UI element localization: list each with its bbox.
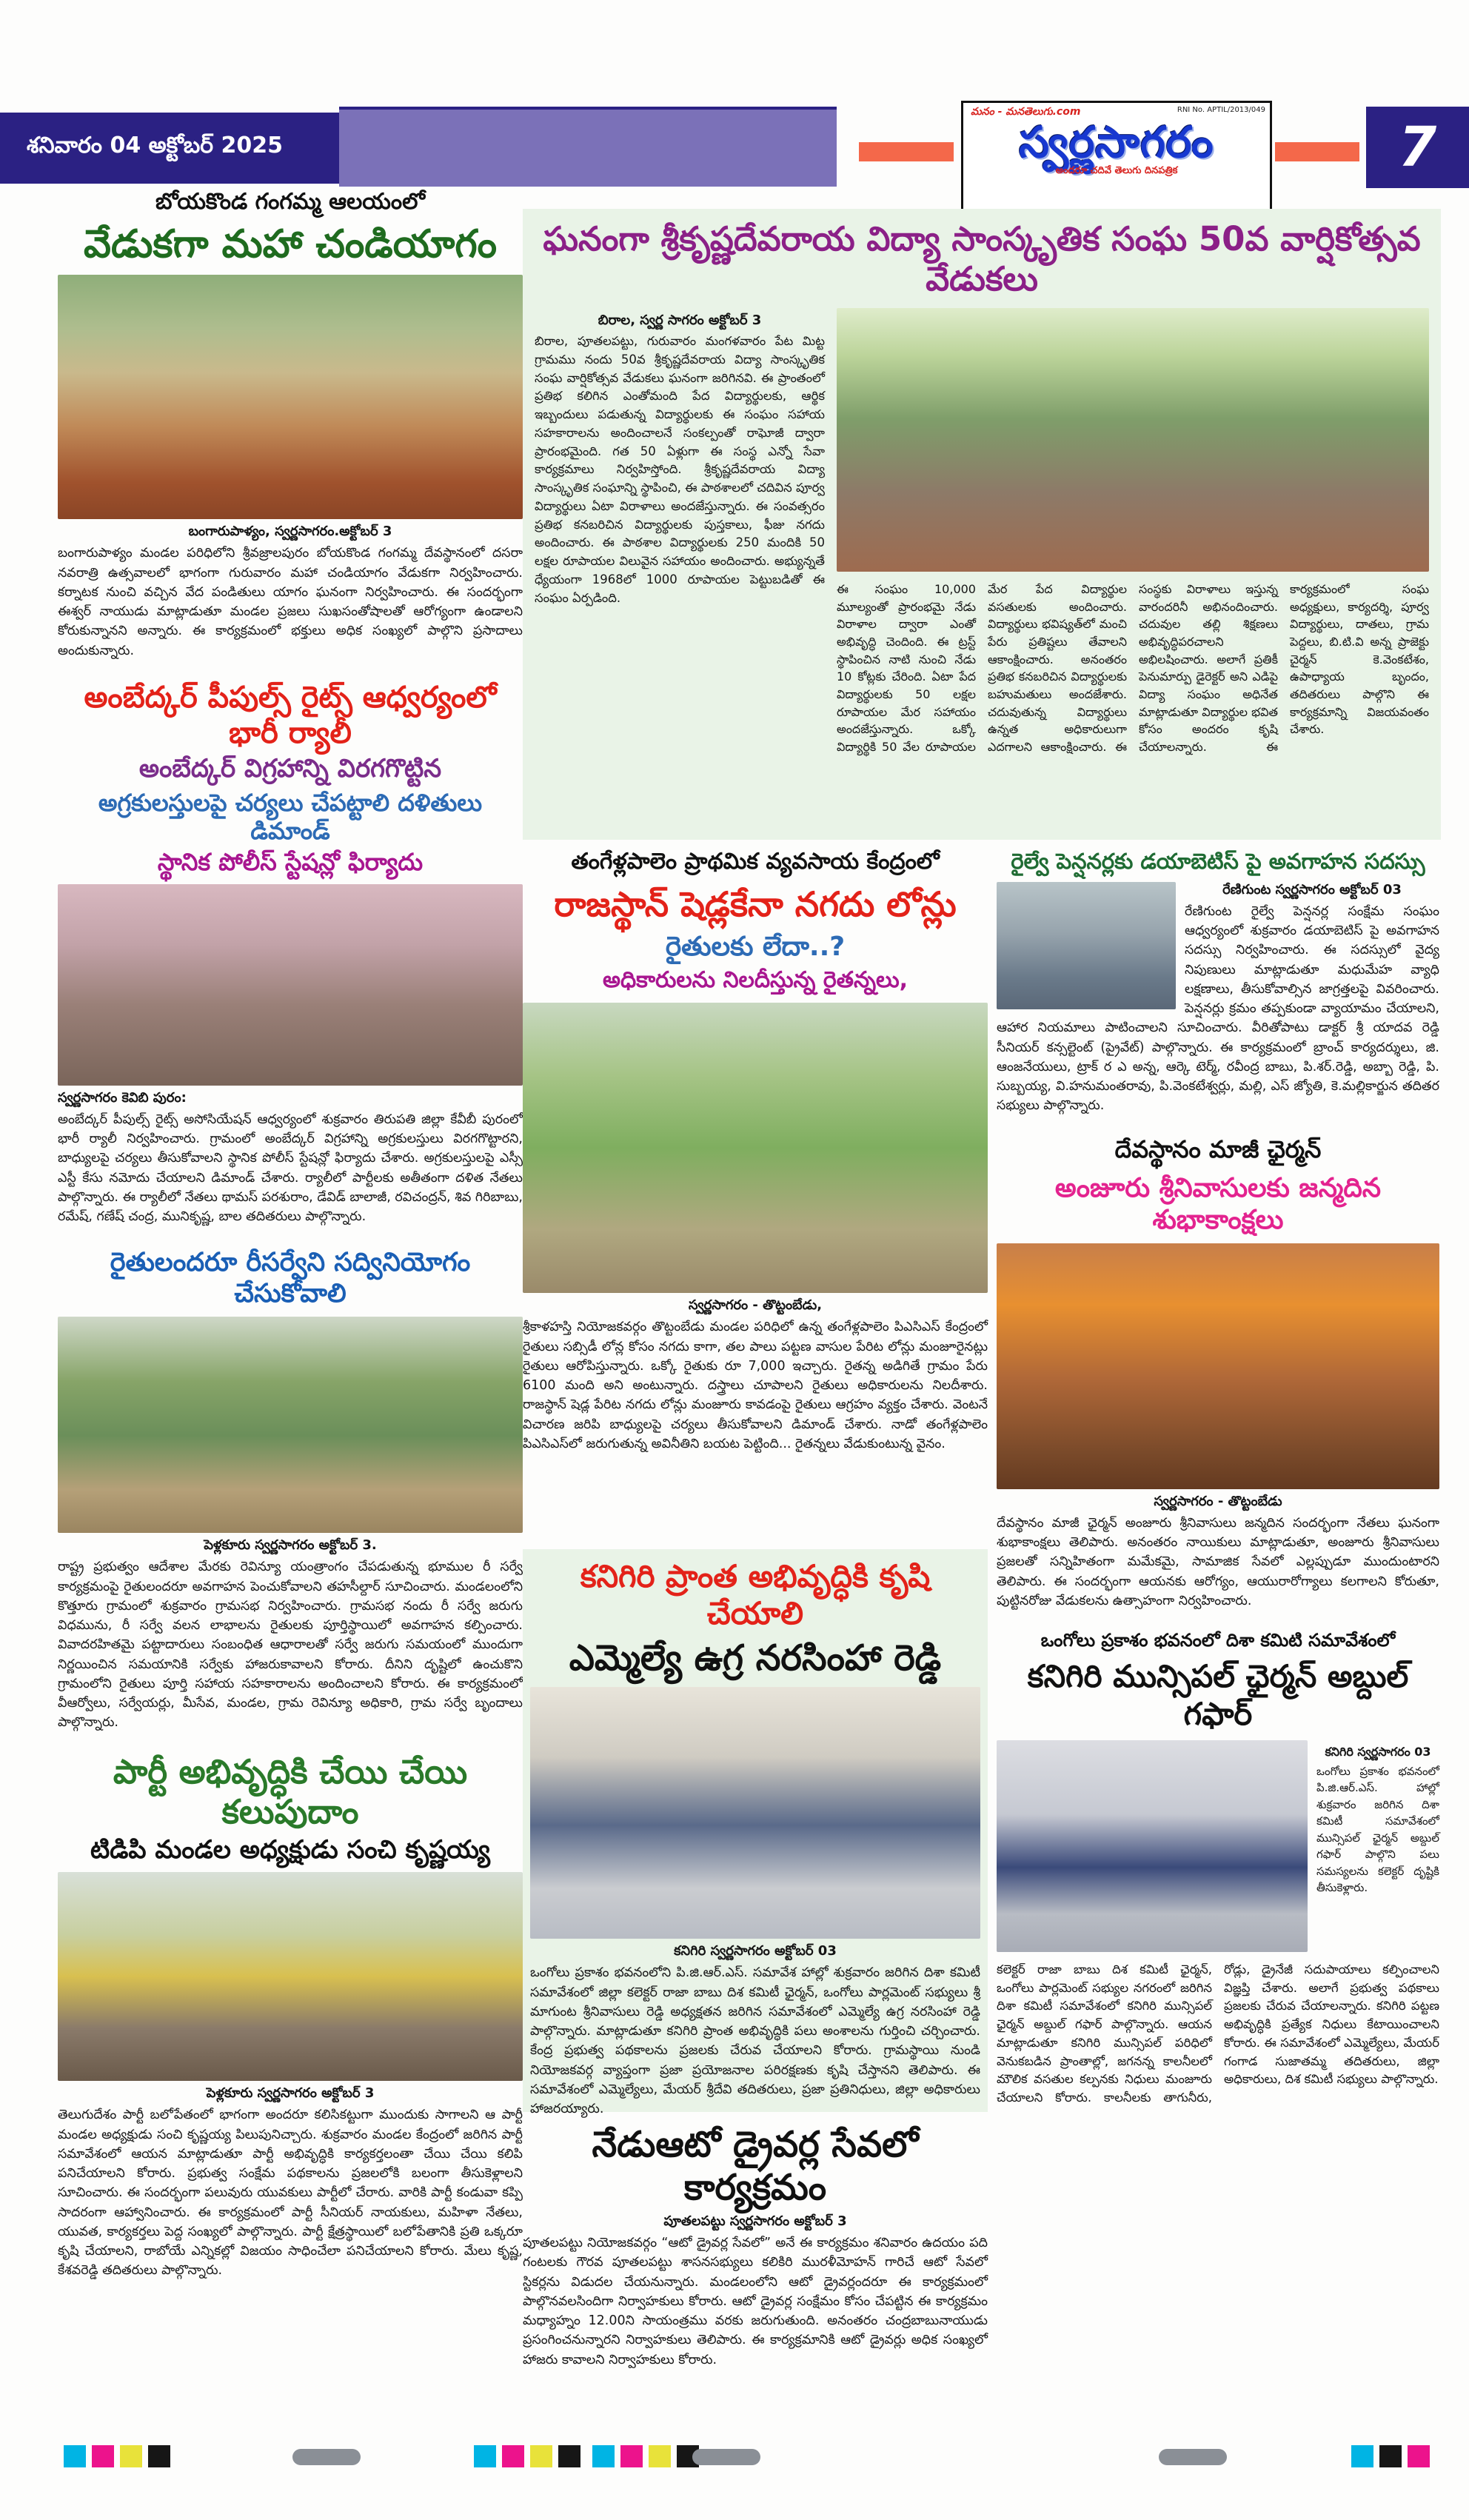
article-body: రేణిగుంట రైల్వే పెన్షనర్ల సంక్షేమ సంఘం ఆధ్వర్యంలో శుక్రవారం డయాబెటిస్ పై అవగాహన సదస్సు నిర్వహించారు. ఈ సదస్సులో వైద్య నిపుణులు మాట్లాడుతూ మధుమేహ వ్యాధి లక్షణాలు, తీసుకోవాల్సిన జాగ్రత్తలపై వివరించారు. పెన్షనర్లు క్రమం తప్పకుండా వ్యాయామం చేయాలని, ఆహార నియమాలు పాటించాలని సూచించారు. వీరితోపాటు డాక్టర్ శ్రీ యాదవ రెడ్డి సీనియర్ కన్సల్టెంట్ (ప్రైవేట్) పాల్గొన్నారు. ఈ కార్యక్రమంలో బ్రాంచ్ కార్యదర్శులు, జి. ఆంజనేయులు, ట్రాక్ ర ఎ అన్న, ఆర్కె టెర్మ్, రవీంద్ర బాబు, పి.శర్.రెడ్డి, అబ్బా రెడ్డి, పి. సుబ్బయ్య, వి.హనుమంతరావు, పి.వెంకటేశ్వర్లు, మల్లి, ఎస్ జ్యోతి, కె.మల్లికార్జున తదితర సభ్యులు పాల్గొన్నారు. bbox=[997, 903, 1439, 1114]
photo-tdp-meeting bbox=[58, 1872, 523, 2081]
dateline: బిరాల, స్వర్ణ సాగరం అక్టోబర్ 3 bbox=[598, 313, 762, 328]
article-resurvey bbox=[58, 1247, 523, 1732]
article-tdp bbox=[58, 1752, 523, 2281]
dateline: స్వర్ణసాగరం - తొట్టంబేడు, bbox=[688, 1297, 823, 1314]
dateline: పెళ్లకూరు స్వర్ణసాగరం అక్టోబర్ 3 bbox=[206, 2085, 375, 2102]
masthead-bar bbox=[0, 106, 1469, 184]
article-auto-drivers bbox=[523, 2124, 988, 2370]
page-number: 7 bbox=[1366, 107, 1469, 188]
article-kicker: ఒంగోలు ప్రకాశం భవనంలో దిశా కమిటి సమావేశంలో bbox=[1040, 1630, 1396, 1651]
masthead-title: స్వర్ణసాగరం bbox=[1019, 117, 1214, 167]
dateline: పెళ్లకూరు స్వర్ణసాగరం అక్టోబర్ 3. bbox=[204, 1537, 377, 1554]
article-body: దేవస్థానం మాజీ ఛైర్మన్ అంజూరు శ్రీనివాసులు జన్మదిన సందర్భంగా నేతలు ఘనంగా శుభాకాంక్షలు తెలిపారు. అనంతరం నాయికులు మాట్లాడుతూ, అంజూరు శ్రీనివాసులు ప్రజలతో సన్నిహితంగా మమేకమై, సామాజిక సేవలో ఎల్లప్పుడూ ముందుంటారని తెలిపారు. ఈ సందర్భంగా ఆయనకు ఆరోగ్యం, ఆయురారోగ్యాలు కలగాలని కోరుతూ, పుట్టినరోజు వేడుకలను ఉత్సాహంగా నిర్వహించారు. bbox=[997, 1515, 1439, 1608]
photo-resurvey-meeting bbox=[58, 1317, 523, 1533]
article-subhead: అగ్రకులస్తులపై చర్యలు చేపట్టాలి దళితులు డిమాండ్ bbox=[98, 788, 483, 846]
article-body: శ్రీకాళహస్తి నియోజకవర్గం తొట్టంబేడు మండల పరిధిలో ఉన్న తంగేళ్లపాలెం పిఎసిఎస్ కేంద్రంలో రైతులు సబ్సిడీ లోన్ల కోసం నగదు కాగా, తల పాలు పట్టణ వాసుల పేరిట లోన్లు మంజూరైనట్లు రైతులు ఆరోపిస్తున్నారు. ఒక్కో రైతుకు రూ 7,000 ఇచ్చారు. రైతన్న అడిగితే గ్రామం పేరు 6100 మంది అని అంటున్నారు. దస్త్రాలు చూపాలని రైతులు అధికారులను నిలదీశారు. రాజస్థాన్ షెడ్ల పేరిట నగదు లోన్లు మంజూరు కావడంపై రైతులు ఆగ్రహం వ్యక్తం చేశారు. వెంటనే విచారణ జరిపి బాధ్యులపై చర్యలు తీసుకోవాలని డిమాండ్ చేశారు. నాడో తంగేళ్లపాలెం పిఎసిఎస్‌లో జరుగుతున్న అవినీతిని బయట పెట్టింది... రైతన్నలు వేడుకుంటున్న వైనం. bbox=[523, 1320, 988, 1451]
left-column bbox=[58, 189, 523, 2281]
article-chandiyagam bbox=[58, 189, 523, 661]
article-headline: కనిగిరి మున్సిపల్ ఛైర్మన్ అబ్దుల్ గఫార్ bbox=[1027, 1658, 1409, 1732]
gray-mark bbox=[1159, 2449, 1227, 2465]
article-agri-loans bbox=[523, 849, 988, 1454]
article-municipal-chairman bbox=[997, 1630, 1439, 2108]
article-headline: పార్టీ అభివృద్ధికి చేయి చేయి కలుపుదాం bbox=[113, 1751, 468, 1831]
article-anniversary bbox=[523, 209, 1441, 840]
article-rally bbox=[58, 680, 523, 1226]
article-subhead: టిడిపి మండల అధ్యక్షుడు సంచి కృష్ణయ్య bbox=[90, 1834, 491, 1865]
article-headline: నేడుఆటో డ్రైవర్ల సేవలో కార్యక్రమం bbox=[592, 2124, 919, 2208]
article-body: పూతలపట్టు నియోజకవర్గం “ఆటో డ్రైవర్ల సేవలో” అనే ఈ కార్యక్రమం శనివారం ఉదయం పది గంటలకు గౌరవ పూతలపట్టు శాసనసభ్యులు కలికిరి మురళీమోహన్ గారిచే ఆటో సేవలో స్టికర్లను విడుదల చేయనున్నారు. మండలంలోని ఆటో డ్రైవర్లందరూ ఈ కార్యక్రమంలో పాల్గొనవలసిందిగా నిర్వాహకులు కోరారు. ఆటో డ్రైవర్ల సంక్షేమం కోసం చేపట్టిన ఈ కార్యక్రమం మధ్యాహ్నం 12.00ని సాయంత్రము వరకు జరుగుతుంది. అనంతరం చంద్రబాబునాయుడు ప్రసంగించనున్నారని నిర్వాహకులు తెలిపారు. ఈ కార్యక్రమానికి ఆటో డ్రైవర్లు అధిక సంఖ్యలో హాజరు కావాలని నిర్వాహకులు కోరారు. bbox=[523, 2236, 988, 2367]
photo-municipal-meeting bbox=[997, 1740, 1308, 1952]
article-body: ఒంగోలు ప్రకాశం భవనంలో పి.జి.ఆర్.ఎస్. హాల్లో శుక్రవారం జరిగిన దిశా కమిటీ సమావేశంలో మున్సిపల్ ఛైర్మన్ అబ్దుల్ గఫార్ పాల్గొని పలు సమస్యలను కలెక్టర్ దృష్టికి తీసుకెళ్లారు. bbox=[1316, 1764, 1439, 1895]
photo-disha-meeting bbox=[530, 1687, 980, 1939]
article-headline: అంబేద్కర్ పీపుల్స్ రైట్స్ ఆధ్వర్యంలో భారీ ర్యాలీ bbox=[84, 680, 497, 750]
article-headline: ఎమ్మెల్యే ఉగ్ర నరసింహా రెడ్డి bbox=[569, 1637, 942, 1679]
color-bar bbox=[474, 2445, 580, 2467]
article-kanigiri-development bbox=[523, 1549, 988, 2117]
masthead bbox=[961, 101, 1272, 227]
article-headline: రైతులందరూ రీసర్వేని సద్వినియోగం చేసుకోవాలి bbox=[110, 1248, 471, 1309]
photo-agri-office bbox=[523, 1003, 988, 1293]
masthead-tagline-bottom: అందరూ చదివే తెలుగు దినపత్రిక bbox=[1055, 164, 1178, 176]
article-subhead: స్థానిక పోలీస్ స్టేషన్లో ఫిర్యాదు bbox=[157, 848, 424, 877]
article-body: రాష్ట్ర ప్రభుత్వం ఆదేశాల మేరకు రెవిన్యూ యంత్రాంగం చేపడుతున్న భూముల రీ సర్వే కార్యక్రమంపై రైతులందరూ అవగాహన పెంచుకోవాలని తహసీల్దార్ సూచించారు. మండలంలోని కొత్తూరు గ్రామంలో శుక్రవారం గ్రామసభ నిర్వహించారు. గ్రామసభ నందు రీ సర్వే జరుగు విధమును, రీ సర్వే వలన లాభాలను రైతులకు పూర్తిస్థాయిలో అవగాహన కల్పించారు. వివాదరహితమై పట్టాదారులు సంబంధిత ఆధారాలతో సర్వే జరుగు సమయంలో ముందుగా నిర్ణయించిన సమయానికి సర్వేకు హాజరుకావాలని కోరారు. దీనిని దృష్టిలో ఉంచుకొని గ్రామంలోని రైతులు పూర్తి సహాయ సహకారాలను అందించాలని కోరారు. ఈ కార్యక్రమంలో వీఆర్వోలు, సర్వేయర్లు, మీసేవ, మండల, గ్రామ రెవిన్యూ అధికారి, గ్రామ సర్వే బృందాలు పాల్గొన్నారు. bbox=[58, 1560, 523, 1731]
article-headline: కనిగిరి ప్రాంత అభివృద్ధికి కృషి చేయాలి bbox=[580, 1558, 931, 1632]
masthead-tagline-top: మనం - మనతెలుగు.com bbox=[971, 106, 1081, 118]
dateline: బంగారుపాళ్యం, స్వర్ణసాగరం.అక్టోబర్ 3 bbox=[188, 524, 392, 540]
issue-date: శనివారం 04 అక్టోబర్ 2025 bbox=[0, 113, 339, 184]
masthead-rni: RNI No. APTIL/2013/049 bbox=[1177, 106, 1265, 114]
photo-anniversary-stage bbox=[837, 308, 1429, 572]
photo-chandiyagam-ritual bbox=[58, 275, 523, 519]
article-kicker: తంగేళ్లపాలెం ప్రాథమిక వ్యవసాయ కేంద్రంలో bbox=[571, 849, 940, 875]
color-bar bbox=[1351, 2445, 1430, 2467]
gray-mark bbox=[692, 2449, 760, 2465]
color-bar bbox=[592, 2445, 699, 2467]
article-headline: రాజస్థాన్ షెడ్లకేనా నగదు లోన్లు bbox=[554, 884, 957, 924]
dateline: స్వర్ణసాగరం కెవిబి పురం: bbox=[58, 1089, 187, 1106]
article-headline: రైల్వే పెన్షనర్లకు డయాబెటిస్ పై అవగాహన సదస్సు bbox=[1011, 849, 1425, 874]
article-subhead: రైతులకు లేదా..? bbox=[665, 932, 846, 963]
article-body: అంబేద్కర్ పీపుల్స్ రైట్స్ అసోసియేషన్ ఆధ్వర్యంలో శుక్రవారం తిరుపతి జిల్లా కేవీబీ పురంలో భారీ ర్యాలీ నిర్వహించారు. గ్రామంలో అంబేద్కర్ విగ్రహాన్ని అగ్రకులస్తులు విరగగొట్టారని, బాధ్యులపై చర్యలు తీసుకోవాలని స్థానిక పోలీస్ స్టేషన్లో ఫిర్యాదు చేశారు. అగ్రకులస్తులపై ఎస్సీ ఎస్టీ కేసు నమోదు చేయాలని డిమాండ్ చేశారు. ర్యాలీలో పార్టీలకు అతీతంగా దళిత నేతలు పాల్గొన్నారు. ఈ ర్యాలీలో నేతలు థామస్ పరశురాం, డేవిడ్ బాలాజీ, రవిచంద్రన్, శివ గిరిబాబు, రమేష్, గణేష్ చంద్ర, మునికృష్ణ, బాల తదితరులు పాల్గొన్నారు. bbox=[58, 1112, 523, 1225]
dateline: కనిగిరి స్వర్ణసాగరం అక్టోబర్ 03 bbox=[674, 1943, 837, 1959]
article-body: కలెక్టర్ రాజా బాబు దిశ కమిటీ ఛైర్మన్, ఒంగోలు పార్లమెంట్ సభ్యుల నగరంలో జరిగిన దిశా కమిటీ సమావేశంలో కనిగిరి మున్సిపల్ ఛైర్మన్ అబ్దుల్ గఫార్ పాల్గొన్నారు. ఆయన మాట్లాడుతూ కనిగిరి మున్సిపల్ పరిధిలో వెనుకబడిన ప్రాంతాల్లో, జగనన్న కాలనీలలో మౌలిక వసతుల కల్పనకు నిధులు మంజూరు చేయాలని కోరారు. కాలనీలకు తాగునీరు, రోడ్లు, డ్రైనేజీ సదుపాయాలు కల్పించాలని విజ్ఞప్తి చేశారు. అలాగే ప్రభుత్వ పథకాలు ప్రజలకు చేరువ చేయాలన్నారు. కనిగిరి పట్టణ అభివృద్ధికి ప్రత్యేక నిధులు కేటాయించాలని కోరారు. ఈ సమావేశంలో ఎమ్మెల్యేలు, మేయర్ గంగాడ సుజాతమ్మ తదితరులు, జిల్లా అధికారులు, దిశ కమిటీ సభ్యులు పాల్గొన్నారు. bbox=[997, 1962, 1439, 2105]
article-body: తెలుగుదేశం పార్టీ బలోపేతంలో భాగంగా అందరూ కలిసికట్టుగా ముందుకు సాగాలని ఆ పార్టీ మండల అధ్యక్షుడు సంచి కృష్ణయ్య పిలుపునిచ్చారు. శుక్రవారం మండల కేంద్రంలో జరిగిన పార్టీ సమావేశంలో ఆయన మాట్లాడుతూ పార్టీ అభివృద్ధికి కార్యకర్తలంతా చేయి చేయి కలిపి పనిచేయాలని కోరారు. ప్రభుత్వ సంక్షేమ పథకాలను ప్రజలలోకి బలంగా తీసుకెళ్లాలని సూచించారు. ఈ సందర్భంగా పలువురు యువకులు పార్టీలో చేరారు. వారికి పార్టీ కండువా కప్పి సాదరంగా ఆహ్వానించారు. ఈ కార్యక్రమంలో పార్టీ సీనియర్ నాయకులు, మహిళా నేతలు, యువత, కార్యకర్తలు పెద్ద సంఖ్యలో పాల్గొన్నారు. పార్టీ క్షేత్రస్థాయిలో బలోపేతానికి ప్రతి ఒక్కరూ కృషి చేయాలని, రాబోయే ఎన్నికల్లో విజయం సాధించేలా పనిచేయాలని కోరారు. మేలు కృష్ణ, కేశవరెడ్డి తదితరులు పాల్గొన్నారు. bbox=[58, 2108, 523, 2279]
article-body: బిరాల, పూతలపట్టు, గురువారం మంగళవారం పేట మిట్ట గ్రామము నందు 50వ శ్రీకృష్ణదేవరాయ విద్యా సాంస్కృతిక సంఘ వార్షికోత్సవ వేడుకలు ఘనంగా జరిగినవి. ఈ ప్రాంతంలో ప్రతిభ కలిగిన ఎంతోమంది పేద విద్యార్థులకు, ఆర్థిక ఇబ్బందులు పడుతున్న విద్యార్థులకు ఈ సంఘం సహాయ సహకారాలను అందించాలనే సంకల్పంతో రాఘోజీ ద్వారా ప్రారంభమైంది. గత 50 ఏళ్లుగా ఈ సంస్థ ఎన్నో సేవా కార్యక్రమాలు నిర్వహిస్తోంది. శ్రీకృష్ణదేవరాయ విద్యా సాంస్కృతిక సంఘాన్ని స్థాపించి, ఈ పాఠశాలలో చదివిన పూర్వ విద్యార్థులు ఏటా విరాళాలు అందజేస్తున్నారు. ఈ సంవత్సరం ప్రతిభ కనబరిచిన విద్యార్థులకు పుస్తకాలు, ఫీజు నగదు అందించారు. ఈ పాఠశాల విద్యార్థులకు 250 మందికి 50 లక్షల రూపాయల విలువైన సహాయం అందించారు. అభ్యున్నతే ధ్యేయంగా 1968లో 1000 రూపాయల పెట్టుబడితో ఈ సంఘం ఏర్పడింది. bbox=[535, 334, 825, 605]
masthead-left-dash bbox=[859, 142, 954, 161]
article-body: ఒంగోలు ప్రకాశం భవనంలోని పి.జి.ఆర్.ఎస్. సమావేశ హాల్లో శుక్రవారం జరిగిన దిశా కమిటీ సమావేశంలో జిల్లా కలెక్టర్ రాజా బాబు దిశ కమిటీ ఛైర్మన్, ఒంగోలు పార్లమెంట్ సభ్యులు శ్రీ మాగుంట శ్రీనివాసులు రెడ్డి అధ్యక్షతన జరిగిన సమావేశంలో ఎమ్మెల్యే ఉగ్ర నరసింహా రెడ్డి పాల్గొన్నారు. మాట్లాడుతూ కనిగిరి ప్రాంత అభివృద్ధికి పలు అంశాలను గుర్తించి చర్చించారు. కేంద్ర ప్రభుత్వ పథకాలను ప్రజలకు చేరువ చేయాలని కోరారు. గ్రామస్థాయి నుండి నియోజకవర్గ వ్యాప్తంగా ప్రజా ప్రయోజనాల పరిరక్షణకు కృషి చేస్తానని తెలిపారు. ఈ సమావేశంలో ఎమ్మెల్యేలు, మేయర్ శ్రీదేవి తదితరులు, ప్రజా ప్రతినిధులు, జిల్లా అధికారులు హాజరయ్యారు. bbox=[530, 1965, 980, 2117]
article-kicker: దేవస్థానం మాజీ ఛైర్మన్ bbox=[1114, 1134, 1322, 1163]
masthead-right-dash bbox=[1275, 142, 1359, 161]
color-bar bbox=[64, 2445, 170, 2467]
registration-marks bbox=[0, 2445, 1469, 2475]
dateline: స్వర్ణసాగరం - తొట్టంబేడు bbox=[1154, 1493, 1282, 1509]
article-body: బంగారుపాళ్యం మండల పరిధిలోని శ్రీవజ్రాలపురం బోయకొండ గంగమ్మ దేవస్థానంలో దసరా నవరాత్రి ఉత్సవాలలో భాగంగా గురువారం మహా చండియాగం వేడుకగా నిర్వహించారు. కర్నాటక నుంచి వచ్చిన వేద పండితులు యాగం ఘనంగా నిర్వహించారు. ఈ సందర్భంగా ఈశ్వర్ నాయుడు మాట్లాడుతూ మండల ప్రజలు సుఖసంతోషాలతో ఆరోగ్యంగా ఉండాలని కోరుకున్నానని అన్నారు. ఈ కార్యక్రమంలో భక్తులు అధిక సంఖ్యలో పాల్గొని ప్రసాదాలు అందుకున్నారు. bbox=[58, 546, 523, 658]
article-subhead: అంబేద్కర్ విగ్రహాన్ని విరగగొట్టిన bbox=[138, 753, 442, 783]
header-purple-block bbox=[339, 107, 837, 187]
photo-rally-complaint bbox=[58, 884, 523, 1086]
article-body: ఈ సంఘం 10,000 మూల్యంతో ప్రారంభమై నేడు విరాళాల ద్వారా ఎంతో అభివృద్ధి చెందింది. ఈ ట్రస్ట్ స్థాపించిన నాటి నుంచి నేడు 10 కోట్లకు చేరింది. ఏటా పేద విద్యార్థులకు 50 లక్షల రూపాయల మేర సహాయం అందజేస్తున్నారు. ఒక్కో విద్యార్థికి 50 వేల రూపాయల మేర పేద విద్యార్థుల వసతులకు అందించారు. విద్యార్థులు భవిష్యత్‌లో మంచి పేరు ప్రతిష్టలు తేవాలని ఆకాంక్షించారు. అనంతరం ప్రతిభ కనబరిచిన విద్యార్థులకు బహుమతులు అందజేశారు. చదువుతున్న విద్యార్థులు ఉన్నత అధికారులుగా ఎదగాలని ఆకాంక్షించారు. ఈ సంస్థకు విరాళాలు ఇస్తున్న వారందరినీ అభినందించారు. చదువుల తల్లి శిక్షణలు అభివృద్ధిపరచాలని అభిలషించారు. అలాగే ప్రతికీ పెనుమార్పు డైరెక్టర్ అని ఎడిపై విద్యా సంఘం అధినేత మాట్లాడుతూ విద్యార్థుల భవిత కోసం అందరం కృషి చేయాలన్నారు. ఈ కార్యక్రమంలో సంఘ అధ్యక్షులు, కార్యదర్శి, పూర్వ విద్యార్థులు, దాతలు, గ్రామ పెద్దలు, బి.టి.వి అన్న ప్రాజెక్టు చైర్మన్ కె.వెంకటేశం, ఉపాధ్యాయ బృందం, తదితరులు పాల్గొని ఈ కార్యక్రమాన్ని విజయవంతం చేశారు. bbox=[837, 582, 1429, 755]
article-headline: అంజూరు శ్రీనివాసులకు జన్మదిన శుభాకాంక్షలు bbox=[1054, 1172, 1382, 1235]
dateline: కనిగిరి స్వర్ణసాగరం 03 bbox=[1325, 1744, 1431, 1759]
article-subhead: అధికారులను నిలదీస్తున్న రైతన్నలు, bbox=[602, 967, 908, 994]
right-column bbox=[997, 849, 1439, 2108]
photo-birthday-celebration bbox=[997, 1243, 1439, 1489]
article-pensioners bbox=[997, 849, 1439, 1116]
article-headline: వేడుకగా మహా చండియాగం bbox=[83, 222, 498, 267]
article-birthday bbox=[997, 1135, 1439, 1611]
article-kicker: బోయకొండ గంగమ్మ ఆలయంలో bbox=[155, 189, 425, 215]
article-headline: ఘనంగా శ్రీకృష్ణదేవరాయ విద్యా సాంస్కృతిక సంఘ 50వ వార్షికోత్సవ వేడుకలు bbox=[543, 219, 1421, 298]
gray-mark bbox=[292, 2449, 361, 2465]
dateline: పూతలపట్టు స్వర్ణసాగరం అక్టోబర్ 3 bbox=[663, 2213, 847, 2230]
dateline: రేణిగుంట స్వర్ణసాగరం అక్టోబర్ 03 bbox=[1222, 881, 1402, 898]
photo-pensioners-seminar bbox=[997, 882, 1176, 1009]
